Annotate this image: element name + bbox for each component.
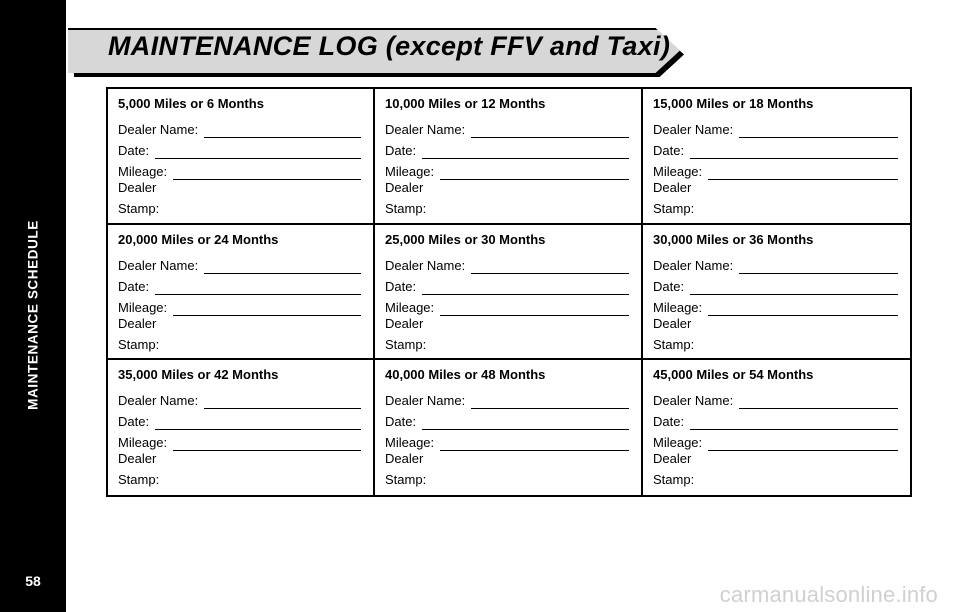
- field-label: Mileage:: [118, 164, 168, 179]
- field-label: Mileage:: [385, 435, 435, 450]
- field-label: Mileage:: [118, 435, 168, 450]
- stamp-label: Stamp:: [385, 201, 427, 216]
- date-field[interactable]: [118, 409, 363, 430]
- field-label: Mileage:: [653, 300, 703, 315]
- interval-title: 40,000 Miles or 48 Months: [385, 367, 546, 382]
- field-label: Date:: [118, 279, 150, 294]
- mileage-field[interactable]: [653, 159, 900, 180]
- log-entry: [375, 89, 643, 225]
- dealer-name-field[interactable]: [653, 253, 900, 274]
- dealer-label: Dealer: [118, 180, 157, 195]
- log-entry: [375, 360, 643, 495]
- page-number: 58: [25, 573, 41, 589]
- stamp-label: Stamp:: [385, 472, 427, 487]
- field-label: Dealer Name:: [653, 258, 734, 273]
- write-line[interactable]: [173, 165, 361, 180]
- field-label: Date:: [385, 143, 417, 158]
- field-label: Dealer Name:: [385, 258, 466, 273]
- dealer-name-field[interactable]: [385, 253, 631, 274]
- interval-title: 30,000 Miles or 36 Months: [653, 232, 814, 247]
- dealer-label: Dealer: [118, 451, 157, 466]
- maintenance-log-table: [106, 87, 912, 497]
- interval-title: 45,000 Miles or 54 Months: [653, 367, 814, 382]
- write-line[interactable]: [440, 165, 629, 180]
- write-line[interactable]: [155, 144, 361, 159]
- stamp-label: Stamp:: [385, 337, 427, 352]
- date-field[interactable]: [653, 138, 900, 159]
- field-label: Dealer Name:: [385, 393, 466, 408]
- page-title: MAINTENANCE LOG (except FFV and Taxi): [108, 31, 671, 61]
- write-line[interactable]: [422, 280, 629, 295]
- field-label: Dealer Name:: [653, 122, 734, 137]
- date-field[interactable]: [653, 274, 900, 295]
- field-label: Dealer Name:: [118, 122, 199, 137]
- date-field[interactable]: [118, 138, 363, 159]
- write-line[interactable]: [422, 144, 629, 159]
- field-label: Dealer Name:: [118, 393, 199, 408]
- write-line[interactable]: [708, 436, 898, 451]
- field-label: Mileage:: [385, 164, 435, 179]
- write-line[interactable]: [471, 259, 629, 274]
- field-label: Dealer Name:: [653, 393, 734, 408]
- field-label: Dealer Name:: [118, 258, 199, 273]
- write-line[interactable]: [204, 123, 361, 138]
- field-label: Dealer Name:: [385, 122, 466, 137]
- log-entry: [643, 360, 910, 495]
- date-field[interactable]: [385, 274, 631, 295]
- dealer-name-field[interactable]: [385, 388, 631, 409]
- write-line[interactable]: [440, 436, 629, 451]
- mileage-field[interactable]: [385, 159, 631, 180]
- dealer-label: Dealer: [385, 316, 424, 331]
- write-line[interactable]: [173, 436, 361, 451]
- write-line[interactable]: [708, 165, 898, 180]
- date-field[interactable]: [385, 138, 631, 159]
- write-line[interactable]: [690, 415, 898, 430]
- field-label: Date:: [653, 143, 685, 158]
- interval-title: 25,000 Miles or 30 Months: [385, 232, 546, 247]
- watermark: carmanualsonline.info: [719, 582, 938, 607]
- field-label: Mileage:: [653, 164, 703, 179]
- write-line[interactable]: [173, 301, 361, 316]
- interval-title: 35,000 Miles or 42 Months: [118, 367, 279, 382]
- field-label: Date:: [385, 279, 417, 294]
- field-label: Date:: [118, 414, 150, 429]
- interval-title: 10,000 Miles or 12 Months: [385, 96, 546, 111]
- stamp-label: Stamp:: [118, 472, 160, 487]
- field-label: Date:: [653, 279, 685, 294]
- write-line[interactable]: [440, 301, 629, 316]
- dealer-name-field[interactable]: [385, 117, 631, 138]
- date-field[interactable]: [653, 409, 900, 430]
- date-field[interactable]: [385, 409, 631, 430]
- field-label: Mileage:: [385, 300, 435, 315]
- side-tab: [0, 0, 66, 612]
- write-line[interactable]: [204, 394, 361, 409]
- write-line[interactable]: [690, 280, 898, 295]
- dealer-label: Dealer: [653, 316, 692, 331]
- mileage-field[interactable]: [118, 295, 363, 316]
- section-title: MAINTENANCE SCHEDULE: [25, 220, 41, 410]
- write-line[interactable]: [739, 123, 898, 138]
- write-line[interactable]: [471, 123, 629, 138]
- dealer-name-field[interactable]: [118, 117, 363, 138]
- write-line[interactable]: [739, 259, 898, 274]
- field-label: Mileage:: [118, 300, 168, 315]
- dealer-name-field[interactable]: [118, 253, 363, 274]
- write-line[interactable]: [155, 280, 361, 295]
- dealer-name-field[interactable]: [118, 388, 363, 409]
- mileage-field[interactable]: [118, 159, 363, 180]
- stamp-label: Stamp:: [653, 472, 695, 487]
- stamp-label: Stamp:: [653, 201, 695, 216]
- write-line[interactable]: [690, 144, 898, 159]
- write-line[interactable]: [204, 259, 361, 274]
- field-label: Date:: [118, 143, 150, 158]
- field-label: Mileage:: [653, 435, 703, 450]
- interval-title: 20,000 Miles or 24 Months: [118, 232, 279, 247]
- field-label: Date:: [385, 414, 417, 429]
- mileage-field[interactable]: [653, 430, 900, 451]
- stamp-label: Stamp:: [118, 337, 160, 352]
- log-entry: [643, 225, 910, 360]
- log-entry: [643, 89, 910, 225]
- date-field[interactable]: [118, 274, 363, 295]
- write-line[interactable]: [422, 415, 629, 430]
- log-entry: [108, 360, 375, 495]
- dealer-label: Dealer: [385, 451, 424, 466]
- write-line[interactable]: [739, 394, 898, 409]
- write-line[interactable]: [155, 415, 361, 430]
- stamp-label: Stamp:: [118, 201, 160, 216]
- log-entry: [375, 225, 643, 360]
- write-line[interactable]: [708, 301, 898, 316]
- stamp-label: Stamp:: [653, 337, 695, 352]
- interval-title: 15,000 Miles or 18 Months: [653, 96, 814, 111]
- dealer-label: Dealer: [385, 180, 424, 195]
- dealer-label: Dealer: [653, 180, 692, 195]
- dealer-name-field[interactable]: [653, 388, 900, 409]
- log-entry: [108, 89, 375, 225]
- mileage-field[interactable]: [118, 430, 363, 451]
- dealer-name-field[interactable]: [653, 117, 900, 138]
- field-label: Date:: [653, 414, 685, 429]
- write-line[interactable]: [471, 394, 629, 409]
- mileage-field[interactable]: [385, 430, 631, 451]
- mileage-field[interactable]: [385, 295, 631, 316]
- mileage-field[interactable]: [653, 295, 900, 316]
- dealer-label: Dealer: [118, 316, 157, 331]
- log-entry: [108, 225, 375, 360]
- dealer-label: Dealer: [653, 451, 692, 466]
- interval-title: 5,000 Miles or 6 Months: [118, 96, 264, 111]
